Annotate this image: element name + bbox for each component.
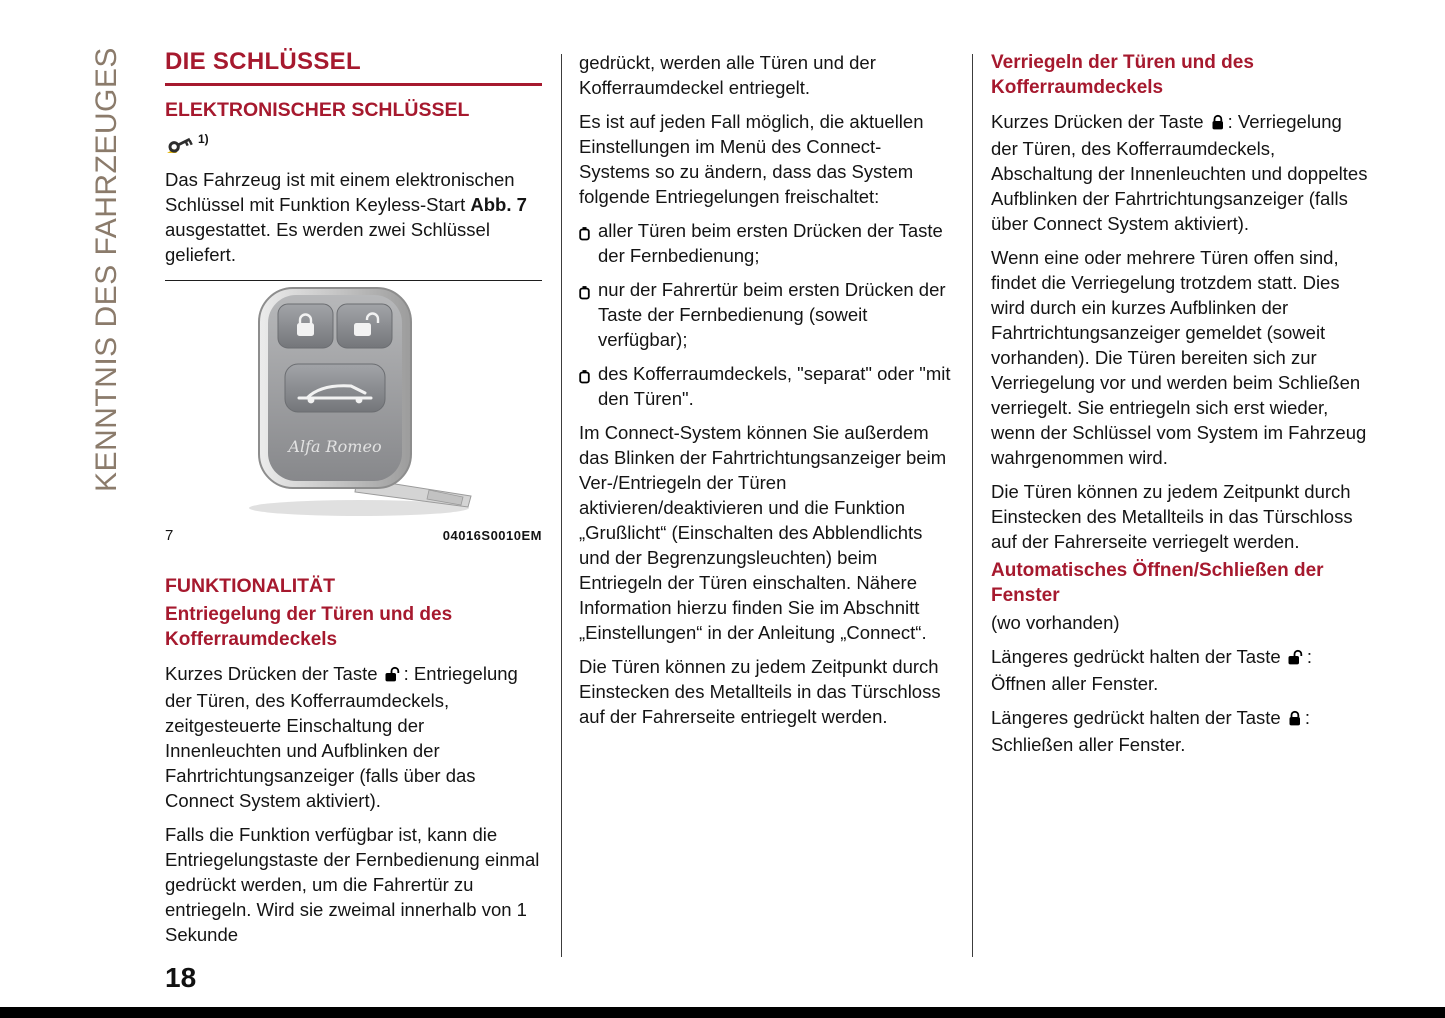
figure-top-rule (165, 280, 542, 281)
footnote-ref: 1) (198, 132, 209, 146)
page-bottom-bar (0, 1007, 1445, 1018)
unlock-icon (1288, 646, 1304, 671)
windows-availability-note: (wo vorhanden) (991, 612, 1120, 633)
text: : Entriegelung der Türen, des Kofferraumdeckels, zeitgesteuerte Einschaltung der Innenleuchten und Aufblinken der Fahrtrichtungsanzeiger (falls über das Connect System aktiviert). (165, 663, 518, 811)
paragraph: Es ist auf jeden Fall möglich, die aktuellen Einstellungen im Menü des Connect-Systems so zu ändern, dass das System folgende Entriegelungen freischaltet: (579, 111, 924, 207)
lock-icon (1211, 111, 1225, 136)
chapter-sidebar-label: KENNTNIS DES FAHRZEUGES (90, 47, 123, 492)
text: : Schließen aller Fenster. (991, 707, 1310, 755)
key-note (165, 132, 542, 158)
unlock-icon (385, 663, 401, 688)
paragraph-lock (991, 109, 1371, 236)
column-divider (561, 54, 562, 957)
column-3 (991, 50, 1371, 757)
list-item-text: nur der Fahrertür beim ersten Drücken der Taste der Fernbedienung (soweit verfügbar); (598, 279, 946, 350)
text: : Verriegelung der Türen, des Kofferraumdeckels, Abschaltung der Innenleuchten und doppeltes Aufblinken der Fahrtrichtungsanzeiger (falls über Connect System aktiviert). (991, 111, 1368, 234)
button-bullet-icon (579, 222, 590, 268)
paragraph-windows-close (991, 705, 1371, 757)
paragraph-windows-open (991, 644, 1371, 696)
car-key-icon (165, 132, 195, 162)
figure-reference: Abb. 7 (470, 194, 527, 215)
intro-text: Das Fahrzeug ist mit einem elektronischen Schlüssel mit Funktion Keyless-Start (165, 169, 515, 215)
key-fob-image (199, 284, 509, 520)
title-rule (165, 83, 542, 86)
subheading-lock: Verriegeln der Türen und des Kofferraumdeckels (991, 52, 1254, 98)
column-divider (972, 54, 973, 957)
figure-caption (165, 523, 542, 548)
page-title: DIE SCHLÜSSEL (165, 48, 361, 75)
lock-icon (1288, 707, 1302, 732)
button-bullet-icon (579, 281, 590, 352)
column-2 (579, 50, 951, 729)
list-item-text: des Kofferraumdeckels, "separat" oder "mit den Türen". (598, 363, 951, 409)
list-item (579, 218, 951, 268)
paragraph: Im Connect-System können Sie außerdem das Blinken der Fahrtrichtungsanzeiger beim Ver-/Entriegeln der Türen aktivieren/deaktivieren und die Funktion „Grußlicht“ (Einschalten des Abblendlichts und der Begrenzungsleuchten) beim Entriegeln der Türen einschalten. Nähere Information hierzu finden Sie im Abschnitt „Einstellungen“ in der Anleitung „Connect“. (579, 422, 947, 643)
column-1 (165, 48, 542, 947)
page-number: 18 (165, 962, 197, 993)
paragraph: Die Türen können zu jedem Zeitpunkt durch Einstecken des Metallteils in das Türschloss auf der Fahrerseite entriegelt werden. (579, 656, 941, 727)
list-item (579, 361, 951, 411)
text: : Öffnen aller Fenster. (991, 646, 1312, 694)
figure-code: 04016S0010EM (442, 528, 542, 543)
intro-paragraph (165, 167, 542, 267)
subheading-windows: Automatisches Öffnen/Schließen der Fenster (991, 560, 1324, 606)
figure-number: 7 (165, 527, 174, 544)
text: Kurzes Drücken der Taste (165, 663, 383, 684)
paragraph-unlock (165, 661, 542, 813)
paragraph: Falls die Funktion verfügbar ist, kann die Entriegelungstaste der Fernbedienung einmal gedrückt werden, um die Fahrertür zu entriegeln. Wird sie zweimal innerhalb von 1 Sekunde (165, 824, 540, 945)
paragraph: Die Türen können zu jedem Zeitpunkt durch Einstecken des Metallteils in das Türschloss auf der Fahrerseite verriegelt werden. (991, 481, 1353, 552)
paragraph: Wenn eine oder mehrere Türen offen sind, findet die Verriegelung trotzdem statt. Dies wird durch ein kurzes Aufblinken der Fahrtrichtungsanzeiger gemeldet (soweit vorhanden). Die Türen bereiten sich zur Verriegelung vor und werden beim Schließen verriegelt. Sie entriegeln sich erst wieder, wenn der Schlüssel vom System im Fahrzeug wahrgenommen wird. (991, 247, 1367, 468)
paragraph: gedrückt, werden alle Türen und der Kofferraumdeckel entriegelt. (579, 52, 876, 98)
button-bullet-icon (579, 365, 590, 411)
section-heading-electronic-key: ELEKTRONISCHER SCHLÜSSEL (165, 99, 470, 121)
key-fob-figure (165, 283, 542, 521)
text: Längeres gedrückt halten der Taste (991, 707, 1286, 728)
list-item (579, 277, 951, 352)
subheading-unlock: Entriegelung der Türen und des Kofferraumdeckels (165, 604, 453, 650)
section-heading-functionality: FUNKTIONALITÄT (165, 575, 336, 597)
intro-text: ausgestattet. Es werden zwei Schlüssel geliefert. (165, 219, 490, 265)
text: Längeres gedrückt halten der Taste (991, 646, 1286, 667)
text: Kurzes Drücken der Taste (991, 111, 1209, 132)
fob-brand-script: Alfa Romeo (287, 437, 382, 456)
list-item-text: aller Türen beim ersten Drücken der Taste der Fernbedienung; (598, 220, 943, 266)
